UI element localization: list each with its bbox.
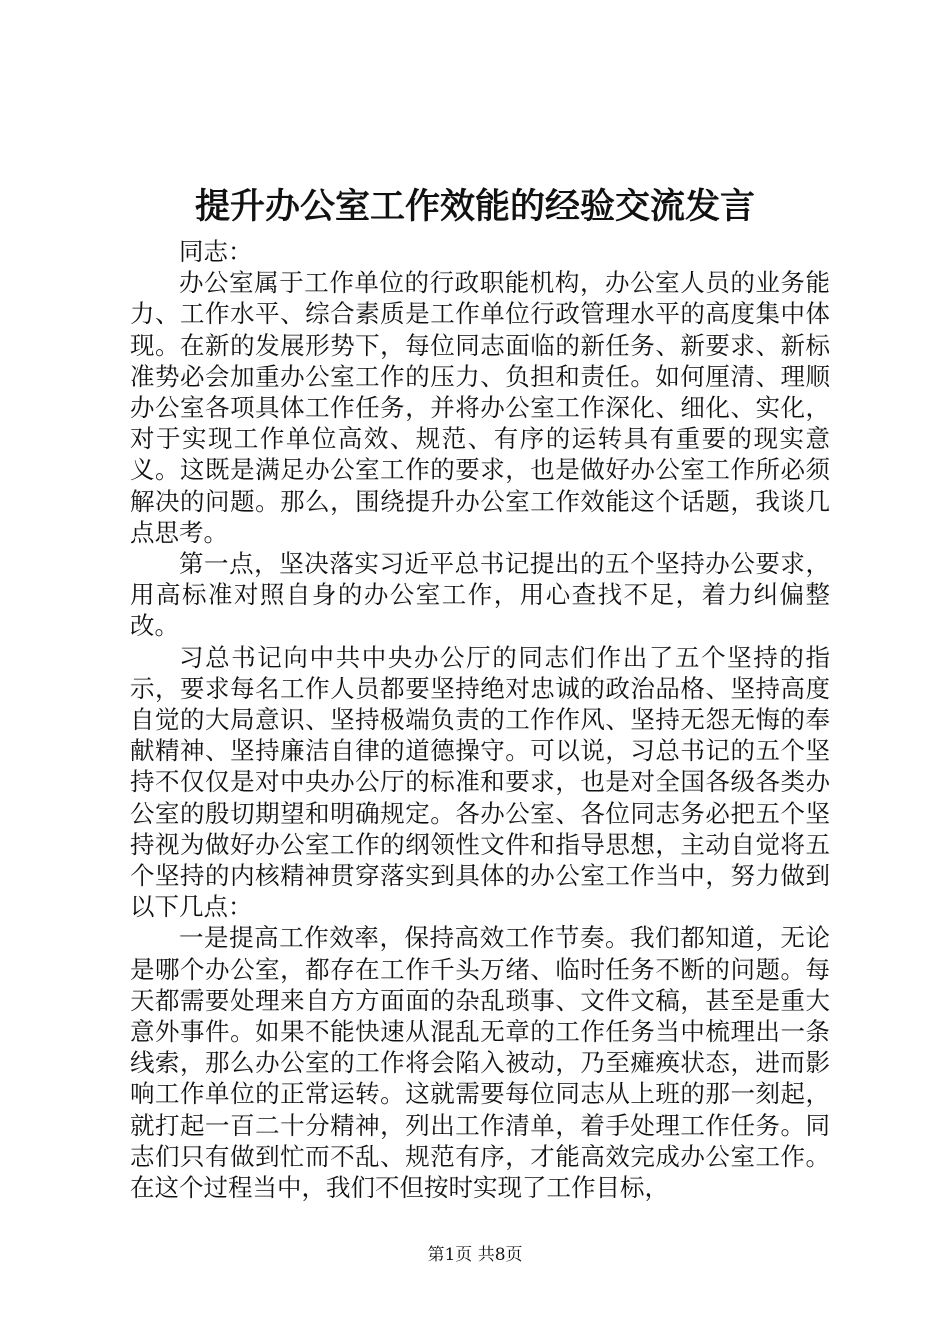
document-body [130, 236, 830, 1203]
paragraph-point-one: 第一点，坚决落实习近平总书记提出的五个坚持办公要求，用高标准对照自身的办公室工作，用心查找不足，着力纠偏整改。 [130, 549, 830, 641]
paragraph-efficiency: 一是提高工作效率，保持高效工作节奏。我们都知道，无论是哪个办公室，都存在工作千头万绪、临时任务不断的问题。每天都需要处理来自方方面面的杂乱琐事、文件文稿，甚至是重大意外事件。如果不能快速从混乱无章的工作任务当中梳理出一条线索，那么办公室的工作将会陷入被动，乃至瘫痪状态，进而影响工作单位的正常运转。这就需要每位同志从上班的那一刻起，就打起一百二十分精神，列出工作清单，着手处理工作任务。同志们只有做到忙而不乱、规范有序，才能高效完成办公室工作。在这个过程当中，我们不但按时实现了工作目标， [130, 923, 830, 1203]
page-number-footer: 第1页 共8页 [427, 1245, 523, 1265]
paragraph-intro: 办公室属于工作单位的行政职能机构，办公室人员的业务能力、工作水平、综合素质是工作单位行政管理水平的高度集中体现。在新的发展形势下，每位同志面临的新任务、新要求、新标准势必会加重办公室工作的压力、负担和责任。如何厘清、理顺办公室各项具体工作任务，并将办公室工作深化、细化、实化，对于实现工作单位高效、规范、有序的运转具有重要的现实意义。这既是满足办公室工作的要求，也是做好办公室工作所必须解决的问题。那么，围绕提升办公室工作效能这个话题，我谈几点思考。 [130, 268, 830, 547]
paragraph-five-persistences: 习总书记向中共中央办公厅的同志们作出了五个坚持的指示，要求每名工作人员都要坚持绝对忠诚的政治品格、坚持高度自觉的大局意识、坚持极端负责的工作作风、坚持无怨无悔的奉献精神、坚持廉洁自律的道德操守。可以说，习总书记的五个坚持不仅仅是对中央办公厅的标准和要求，也是对全国各级各类办公室的殷切期望和明确规定。各办公室、各位同志务必把五个坚持视为做好办公室工作的纲领性文件和指导思想，主动自觉将五个坚持的内核精神贯穿落实到具体的办公室工作当中，努力做到以下几点： [130, 642, 830, 922]
salutation: 同志： [179, 237, 253, 266]
document-title: 提升办公室工作效能的经验交流发言 [194, 186, 755, 227]
